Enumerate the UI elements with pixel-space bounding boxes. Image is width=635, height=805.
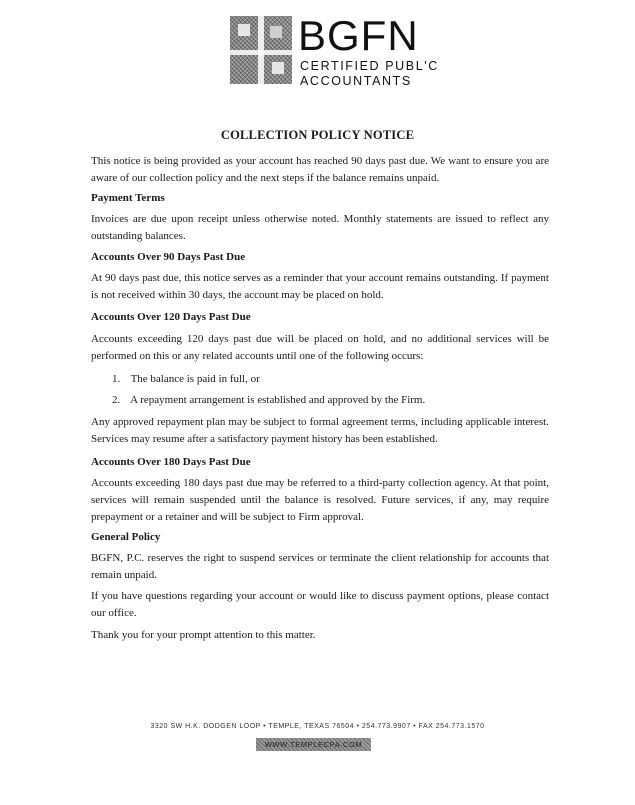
over-90-paragraph: At 90 days past due, this notice serves as a reminder that your account remains outstanding. If payment is not received within 30 days, the account may be placed on hold.	[91, 272, 549, 301]
logo-name: BGFN	[298, 12, 419, 59]
list-item-number: 2.	[112, 394, 121, 406]
list-item	[112, 392, 542, 409]
intro-paragraph: This notice is being provided as your account has reached 90 days past due. We want to ensure you are aware of our collection policy and the next steps if the balance remains unpaid.	[91, 155, 549, 184]
list-item-text: The balance is paid in full, or	[130, 373, 260, 385]
heading-over-120: Accounts Over 120 Days Past Due	[91, 311, 251, 323]
notice-title: COLLECTION POLICY NOTICE	[220, 128, 415, 142]
list-item-text: A repayment arrangement is established and approved by the Firm.	[130, 394, 426, 406]
general-policy-paragraph: BGFN, P.C. reserves the right to suspend services or terminate the client relationship for accounts that remain unpaid.	[91, 552, 549, 581]
footer-website: WWW.TEMPLECPA.COM	[256, 738, 371, 751]
list-item-number: 1.	[112, 373, 121, 385]
firm-logo	[230, 12, 439, 88]
contact-paragraph: If you have questions regarding your account or would like to discuss payment options, please contact our office.	[91, 590, 549, 619]
heading-payment-terms: Payment Terms	[91, 192, 165, 204]
heading-over-180: Accounts Over 180 Days Past Due	[91, 456, 251, 468]
list-item	[112, 371, 542, 388]
payment-terms-paragraph: Invoices are due upon receipt unless otherwise noted. Monthly statements are issued to reflect any outstanding balances.	[91, 213, 549, 242]
footer-address: 3320 SW H.K. DODGEN LOOP • TEMPLE, TEXAS 76504 • 254.773.9907 • FAX 254.773.1570	[150, 723, 485, 730]
over-120-paragraph: Accounts exceeding 120 days past due will be placed on hold, and no additional services will be performed on this or any related accounts until one of the following occurs:	[91, 333, 549, 362]
heading-general-policy: General Policy	[91, 531, 161, 543]
logo-mark-icon	[230, 16, 292, 84]
heading-over-90: Accounts Over 90 Days Past Due	[91, 251, 246, 263]
logo-tagline-2: ACCOUNTANTS	[300, 74, 412, 88]
logo-tagline-1: CERTIFIED PUBL'C	[300, 59, 439, 73]
over-180-paragraph: Accounts exceeding 180 days past due may be referred to a third-party collection agency. At that point, services will remain suspended until the balance is resolved. Future services, if any, may require prepayment or a retainer and will be subject to Firm approval.	[91, 477, 549, 523]
closing-line: Thank you for your prompt attention to this matter.	[91, 629, 316, 641]
repayment-plan-paragraph: Any approved repayment plan may be subject to formal agreement terms, including applicable interest. Services may resume after a satisfactory payment history has been established.	[91, 416, 549, 445]
